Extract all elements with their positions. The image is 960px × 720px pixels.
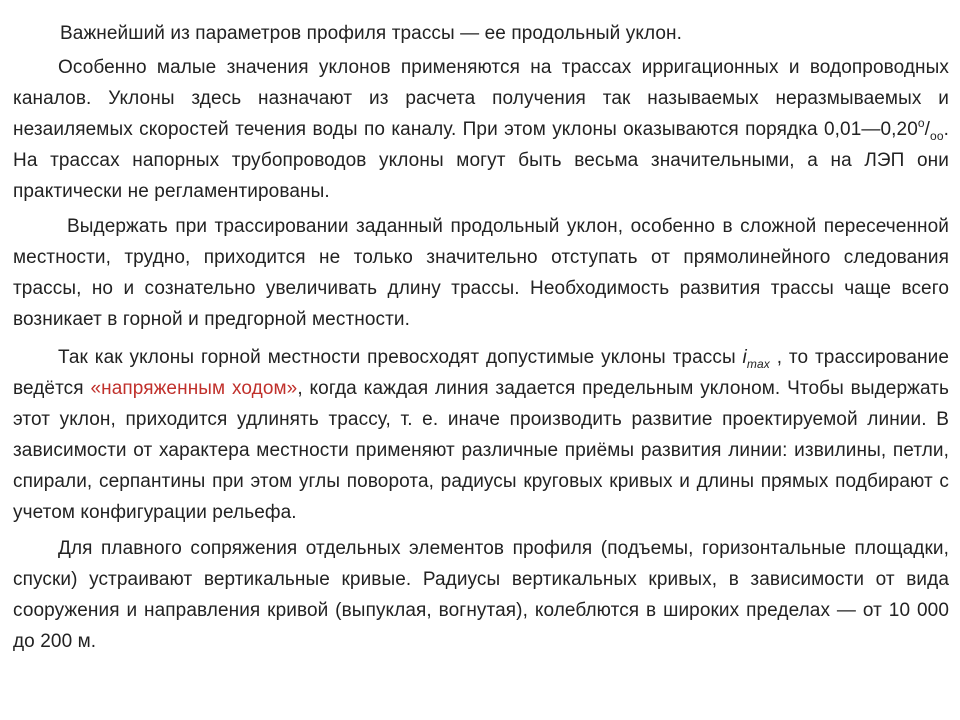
paragraph-small-slopes-text-1: Особенно малые значения уклонов применяются на трассах ирригационных и водопроводных каналов. Уклоны здесь назначают из расчета получения так называемых неразмываемых и незаиляемых скоростей течения воды по каналу. При этом уклоны оказываются порядка 0,01—0,20: [13, 57, 949, 140]
paragraph-tense-course-text-2: , то трассирование ведётся: [13, 347, 949, 399]
permille-subscript: оо: [930, 129, 944, 143]
i-symbol: i: [742, 347, 747, 368]
document-page: [13, 18, 949, 657]
paragraph-small-slopes-text-2: . На трассах напорных трубопроводов уклоны могут быть весьма значительными, а на ЛЭП они практически не регламентированы.: [13, 119, 949, 202]
permille-slash: /: [924, 119, 931, 140]
i-max-symbol: [742, 347, 770, 371]
paragraph-tense-course-text-1: Так как уклоны горной местности превосходят допустимые уклоны трассы: [58, 347, 743, 368]
paragraph-vertical-curves: Для плавного сопряжения отдельных элементов профиля (подъемы, горизонтальные площадки, спуски) устраивают вертикальные кривые. Радиусы вертикальных кривых, в зависимости от вида сооружения и направления кривой (выпуклая, вогнутая), колеблются в широких пределах — от 10 000 до 200 м.: [13, 538, 949, 652]
paragraph-small-slopes: [13, 52, 949, 207]
paragraph-tracing-difficulty: Выдержать при трассировании заданный продольный уклон, особенно в сложной пересеченной местности, трудно, приходится не только значительно отступать от прямолинейного следования трассы, но и сознательно увеличивать длину трассы. Необходимость развития трассы чаще всего возникает в горной и предгорной местности.: [13, 216, 949, 330]
paragraph-tense-course-text-3: , когда каждая линия задается предельным уклоном. Чтобы выдержать этот уклон, приходится удлинять трассу, т. е. иначе производить развитие проектируемой линии. В зависимости от характера местности применяют различные приёмы развития линии: извилины, петли, спирали, серпантины при этом углы поворота, радиусы круговых кривых и длины прямых подбирают с учетом конфигурации рельефа.: [13, 378, 949, 523]
paragraph-tense-course: [13, 342, 949, 528]
paragraph-intro: Важнейший из параметров профиля трассы — ее продольный уклон.: [60, 23, 682, 44]
degree-superscript: о: [917, 116, 925, 130]
highlighted-term: «напряженным ходом»: [90, 378, 298, 399]
max-subscript: max: [746, 357, 770, 371]
